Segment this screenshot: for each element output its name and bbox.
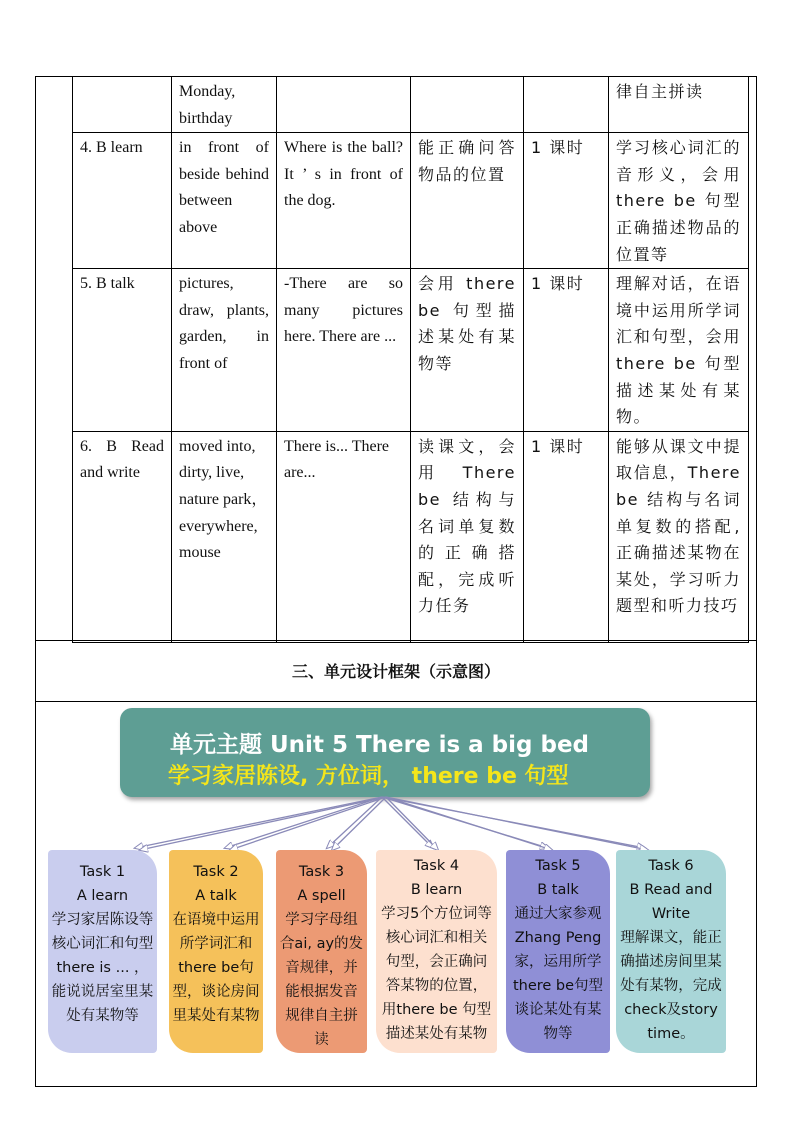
task-card-6 (616, 850, 726, 1053)
words-cell: pictures, draw, plants, garden, in front of (172, 269, 277, 432)
task-description: 通过大家参观Zhang Peng家，运用所学there be句型谈论某处有某物等 (512, 906, 604, 1042)
task-title: Task 5 (535, 858, 581, 874)
unit-theme-banner (120, 708, 650, 797)
task-description: 理解课文，能正确描述房间里某处有某物，完成check及story time。 (620, 930, 722, 1042)
task-subtitle: A spell (297, 888, 346, 904)
banner-subtitle: 学习家居陈设, 方位词， there be 句型 (168, 764, 569, 789)
time-cell: 1 课时 (524, 269, 609, 432)
task-title: Task 4 (413, 858, 460, 874)
task-subtitle: A talk (195, 888, 237, 904)
task-title: Task 2 (193, 864, 239, 880)
objective-cell: 能够从课文中提取信息，There be 结构与名词单复数的搭配,正确描述某物在某处，学习听力题型和听力技巧 (609, 431, 749, 642)
task-subtitle: B Read and Write (629, 882, 713, 922)
task-subtitle: B learn (410, 882, 463, 898)
objective-cell: 理解对话，在语境中运用所学词汇和句型，会用 there be 句型描述某处有某物。 (609, 269, 749, 432)
goal-cell: 会用 there be 句型描述某处有某物等 (411, 269, 524, 432)
objective-cell: 学习核心词汇的音形义，会用 there be 句型正确描述物品的位置等 (609, 133, 749, 269)
time-cell: 1 课时 (524, 133, 609, 269)
task-card-5 (506, 850, 610, 1053)
words-cell: Monday, birthday (172, 77, 277, 133)
time-cell (524, 77, 609, 133)
lesson-table (72, 76, 749, 643)
goal-cell (411, 77, 524, 133)
task-title: Task 1 (79, 864, 126, 880)
sentences-cell: Where is the ball? It ’ s in front of the dog. (277, 133, 411, 269)
lesson-cell (73, 77, 172, 133)
section-title-text: 三、单元设计框架（示意图） (291, 662, 500, 681)
goal-cell: 能正确问答物品的位置 (411, 133, 524, 269)
sentences-cell: There is... There are... (277, 431, 411, 642)
task-card-4 (376, 850, 497, 1053)
lesson-cell: 5. B talk (73, 269, 172, 432)
task-card-2 (169, 850, 263, 1053)
divider (35, 701, 757, 702)
task-title: Task 3 (298, 864, 345, 880)
task-description: 学习字母组合ai, ay的发音规律，并能根据发音规律自主拼读 (279, 912, 364, 1048)
task-description: 在语境中运用所学词汇和there be句型，谈论房间里某处有某物 (172, 912, 260, 1024)
task-description: 学习家居陈设等核心词汇和句型there is ... ，能说说居室里某处有某物等 (51, 912, 154, 1024)
table-row (73, 431, 749, 642)
words-cell: in front of beside behind between above (172, 133, 277, 269)
table-row (73, 77, 749, 133)
section-title (35, 640, 757, 701)
sentences-cell (277, 77, 411, 133)
task-card-1 (48, 850, 157, 1053)
table-row (73, 133, 749, 269)
objective-cell: 律自主拼读 (609, 77, 749, 133)
sentences-cell: -There are so many pictures here. There are ... (277, 269, 411, 432)
goal-cell: 读课文，会用 There be 结构与名词单复数的正确搭配，完成听力任务 (411, 431, 524, 642)
lesson-cell: 6. B Read and write (73, 431, 172, 642)
task-card-3 (276, 850, 367, 1053)
time-cell: 1 课时 (524, 431, 609, 642)
task-title: Task 6 (648, 858, 694, 874)
table-row (73, 269, 749, 432)
words-cell: moved into, dirty, live, nature park， everywhere, mouse (172, 431, 277, 642)
lesson-cell: 4. B learn (73, 133, 172, 269)
task-subtitle: A learn (76, 888, 129, 904)
task-description: 学习5个方位词等核心词汇和相关句型，会正确问答某物的位置，用there be 句型描述某处有某物 (381, 906, 492, 1042)
banner-title: 单元主题 Unit 5 There is a big bed (170, 732, 590, 758)
task-subtitle: B talk (537, 882, 579, 898)
